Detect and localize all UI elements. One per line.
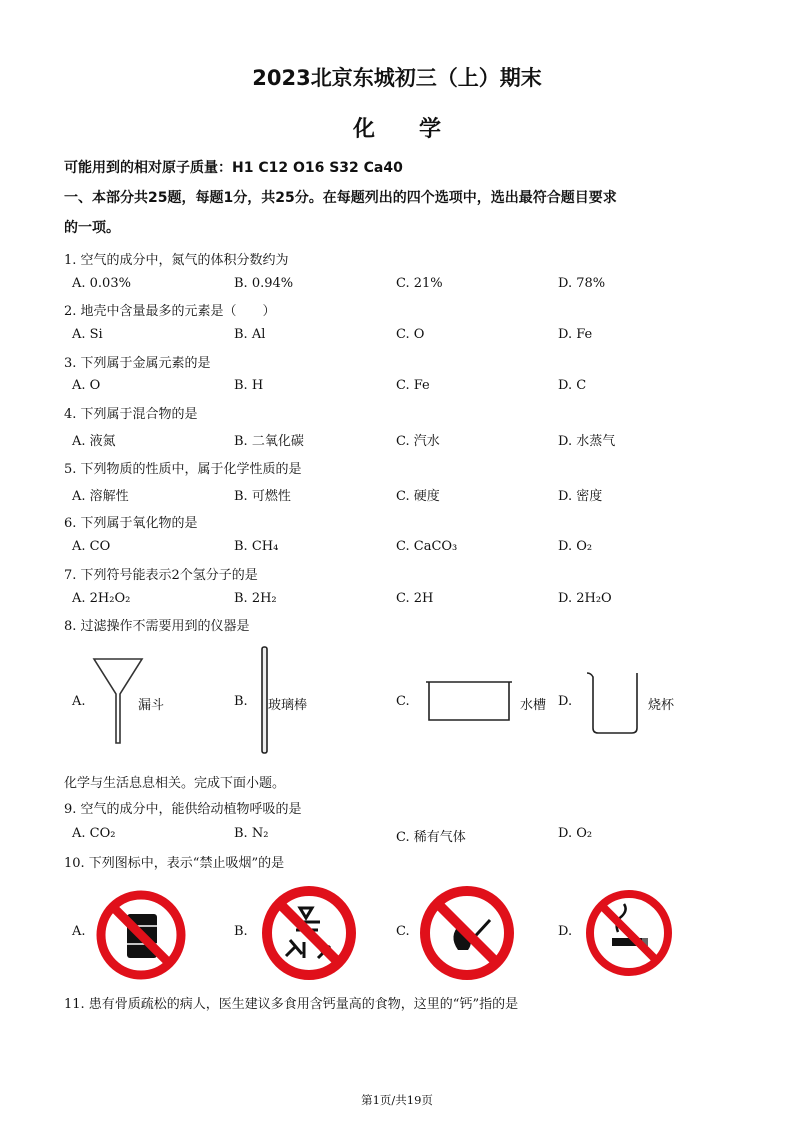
section-instructions-line2: 的一项。: [64, 220, 120, 236]
no-open-flame-icon: [418, 884, 516, 982]
q10-option-d: D.: [558, 924, 573, 939]
q9-option-d: D. O₂: [558, 826, 593, 841]
q5-option-d: D. 密度: [558, 489, 603, 504]
q9-option-c: C. 稀有气体: [396, 830, 466, 845]
question-11-stem: 11. 患有骨质疏松的病人，医生建议多食用含钙量高的食物，这里的“钙”指的是: [64, 997, 519, 1012]
q8-option-d: D.: [558, 694, 573, 709]
q1-option-c: C. 21%: [396, 276, 443, 291]
q10-option-a: A.: [72, 924, 86, 939]
question-10-stem: 10. 下列图标中，表示“禁止吸烟”的是: [64, 856, 285, 871]
question-2-stem: 2. 地壳中含量最多的元素是（ ）: [64, 304, 276, 319]
q6-option-c: C. CaCO₃: [396, 539, 458, 554]
q5-option-b: B. 可燃性: [234, 489, 291, 504]
page-footer: 第1页/共19页: [361, 1093, 433, 1107]
question-9-stem: 9. 空气的成分中，能供给动植物呼吸的是: [64, 802, 302, 817]
question-1-stem: 1. 空气的成分中，氮气的体积分数约为: [64, 253, 289, 268]
q4-option-c: C. 汽水: [396, 434, 440, 449]
q3-option-a: A. O: [72, 378, 101, 393]
q8-option-c: C.: [396, 694, 410, 709]
q5-option-a: A. 溶解性: [72, 489, 129, 504]
q3-option-b: B. H: [234, 378, 264, 393]
q2-option-c: C. O: [396, 327, 425, 342]
question-3-stem: 3. 下列属于金属元素的是: [64, 356, 211, 371]
q6-option-d: D. O₂: [558, 539, 593, 554]
q10-option-b: B.: [234, 924, 248, 939]
q4-option-b: B. 二氧化碳: [234, 434, 304, 449]
q3-option-d: D. C: [558, 378, 587, 393]
q1-option-a: A. 0.03%: [72, 276, 131, 291]
q8-label-trough: 水槽: [520, 698, 547, 713]
q8-option-a: A.: [72, 694, 86, 709]
no-fireworks-icon: [260, 884, 358, 982]
q8-option-b: B.: [234, 694, 248, 709]
q6-option-b: B. CH₄: [234, 539, 279, 554]
question-8-stem: 8. 过滤操作不需要用到的仪器是: [64, 619, 250, 634]
q9-option-a: A. CO₂: [72, 826, 116, 841]
q8-label-glass-rod: 玻璃棒: [268, 698, 308, 713]
q7-option-a: A. 2H₂O₂: [72, 591, 131, 606]
q7-option-b: B. 2H₂: [234, 591, 277, 606]
question-7-stem: 7. 下列符号能表示2个氢分子的是: [64, 568, 258, 583]
question-6-stem: 6. 下列属于氧化物的是: [64, 516, 198, 531]
no-smoking-icon: [584, 888, 674, 978]
q8-label-beaker: 烧杯: [648, 698, 675, 713]
q1-option-d: D. 78%: [558, 276, 606, 291]
q4-option-d: D. 水蒸气: [558, 434, 616, 449]
q9-option-b: B. N₂: [234, 826, 269, 841]
page-title: 2023北京东城初三（上）期末: [252, 66, 542, 90]
atomic-masses: 可能用到的相对原子质量：H1 C12 O16 S32 Ca40: [64, 160, 403, 176]
q3-option-c: C. Fe: [396, 378, 430, 393]
q10-option-c: C.: [396, 924, 410, 939]
question-5-stem: 5. 下列物质的性质中，属于化学性质的是: [64, 462, 302, 477]
section-instructions-line1: 一、本部分共25题，每题1分，共25分。在每题列出的四个选项中，选出最符合题目要求: [64, 190, 617, 206]
question-4-stem: 4. 下列属于混合物的是: [64, 407, 198, 422]
no-oil-drum-icon: [94, 888, 188, 982]
water-trough-icon: [424, 680, 514, 724]
context-note: 化学与生活息息相关。完成下面小题。: [64, 776, 286, 791]
q6-option-a: A. CO: [72, 539, 111, 554]
q1-option-b: B. 0.94%: [234, 276, 294, 291]
q7-option-d: D. 2H₂O: [558, 591, 612, 606]
q2-option-a: A. Si: [72, 327, 103, 342]
subject-title: 化学: [352, 117, 485, 142]
funnel-icon: [92, 656, 144, 746]
q2-option-b: B. Al: [234, 327, 266, 342]
beaker-icon: [585, 670, 641, 736]
q5-option-c: C. 硬度: [396, 489, 440, 504]
q4-option-a: A. 液氮: [72, 434, 116, 449]
q7-option-c: C. 2H: [396, 591, 434, 606]
q8-label-funnel: 漏斗: [138, 698, 165, 713]
q2-option-d: D. Fe: [558, 327, 593, 342]
